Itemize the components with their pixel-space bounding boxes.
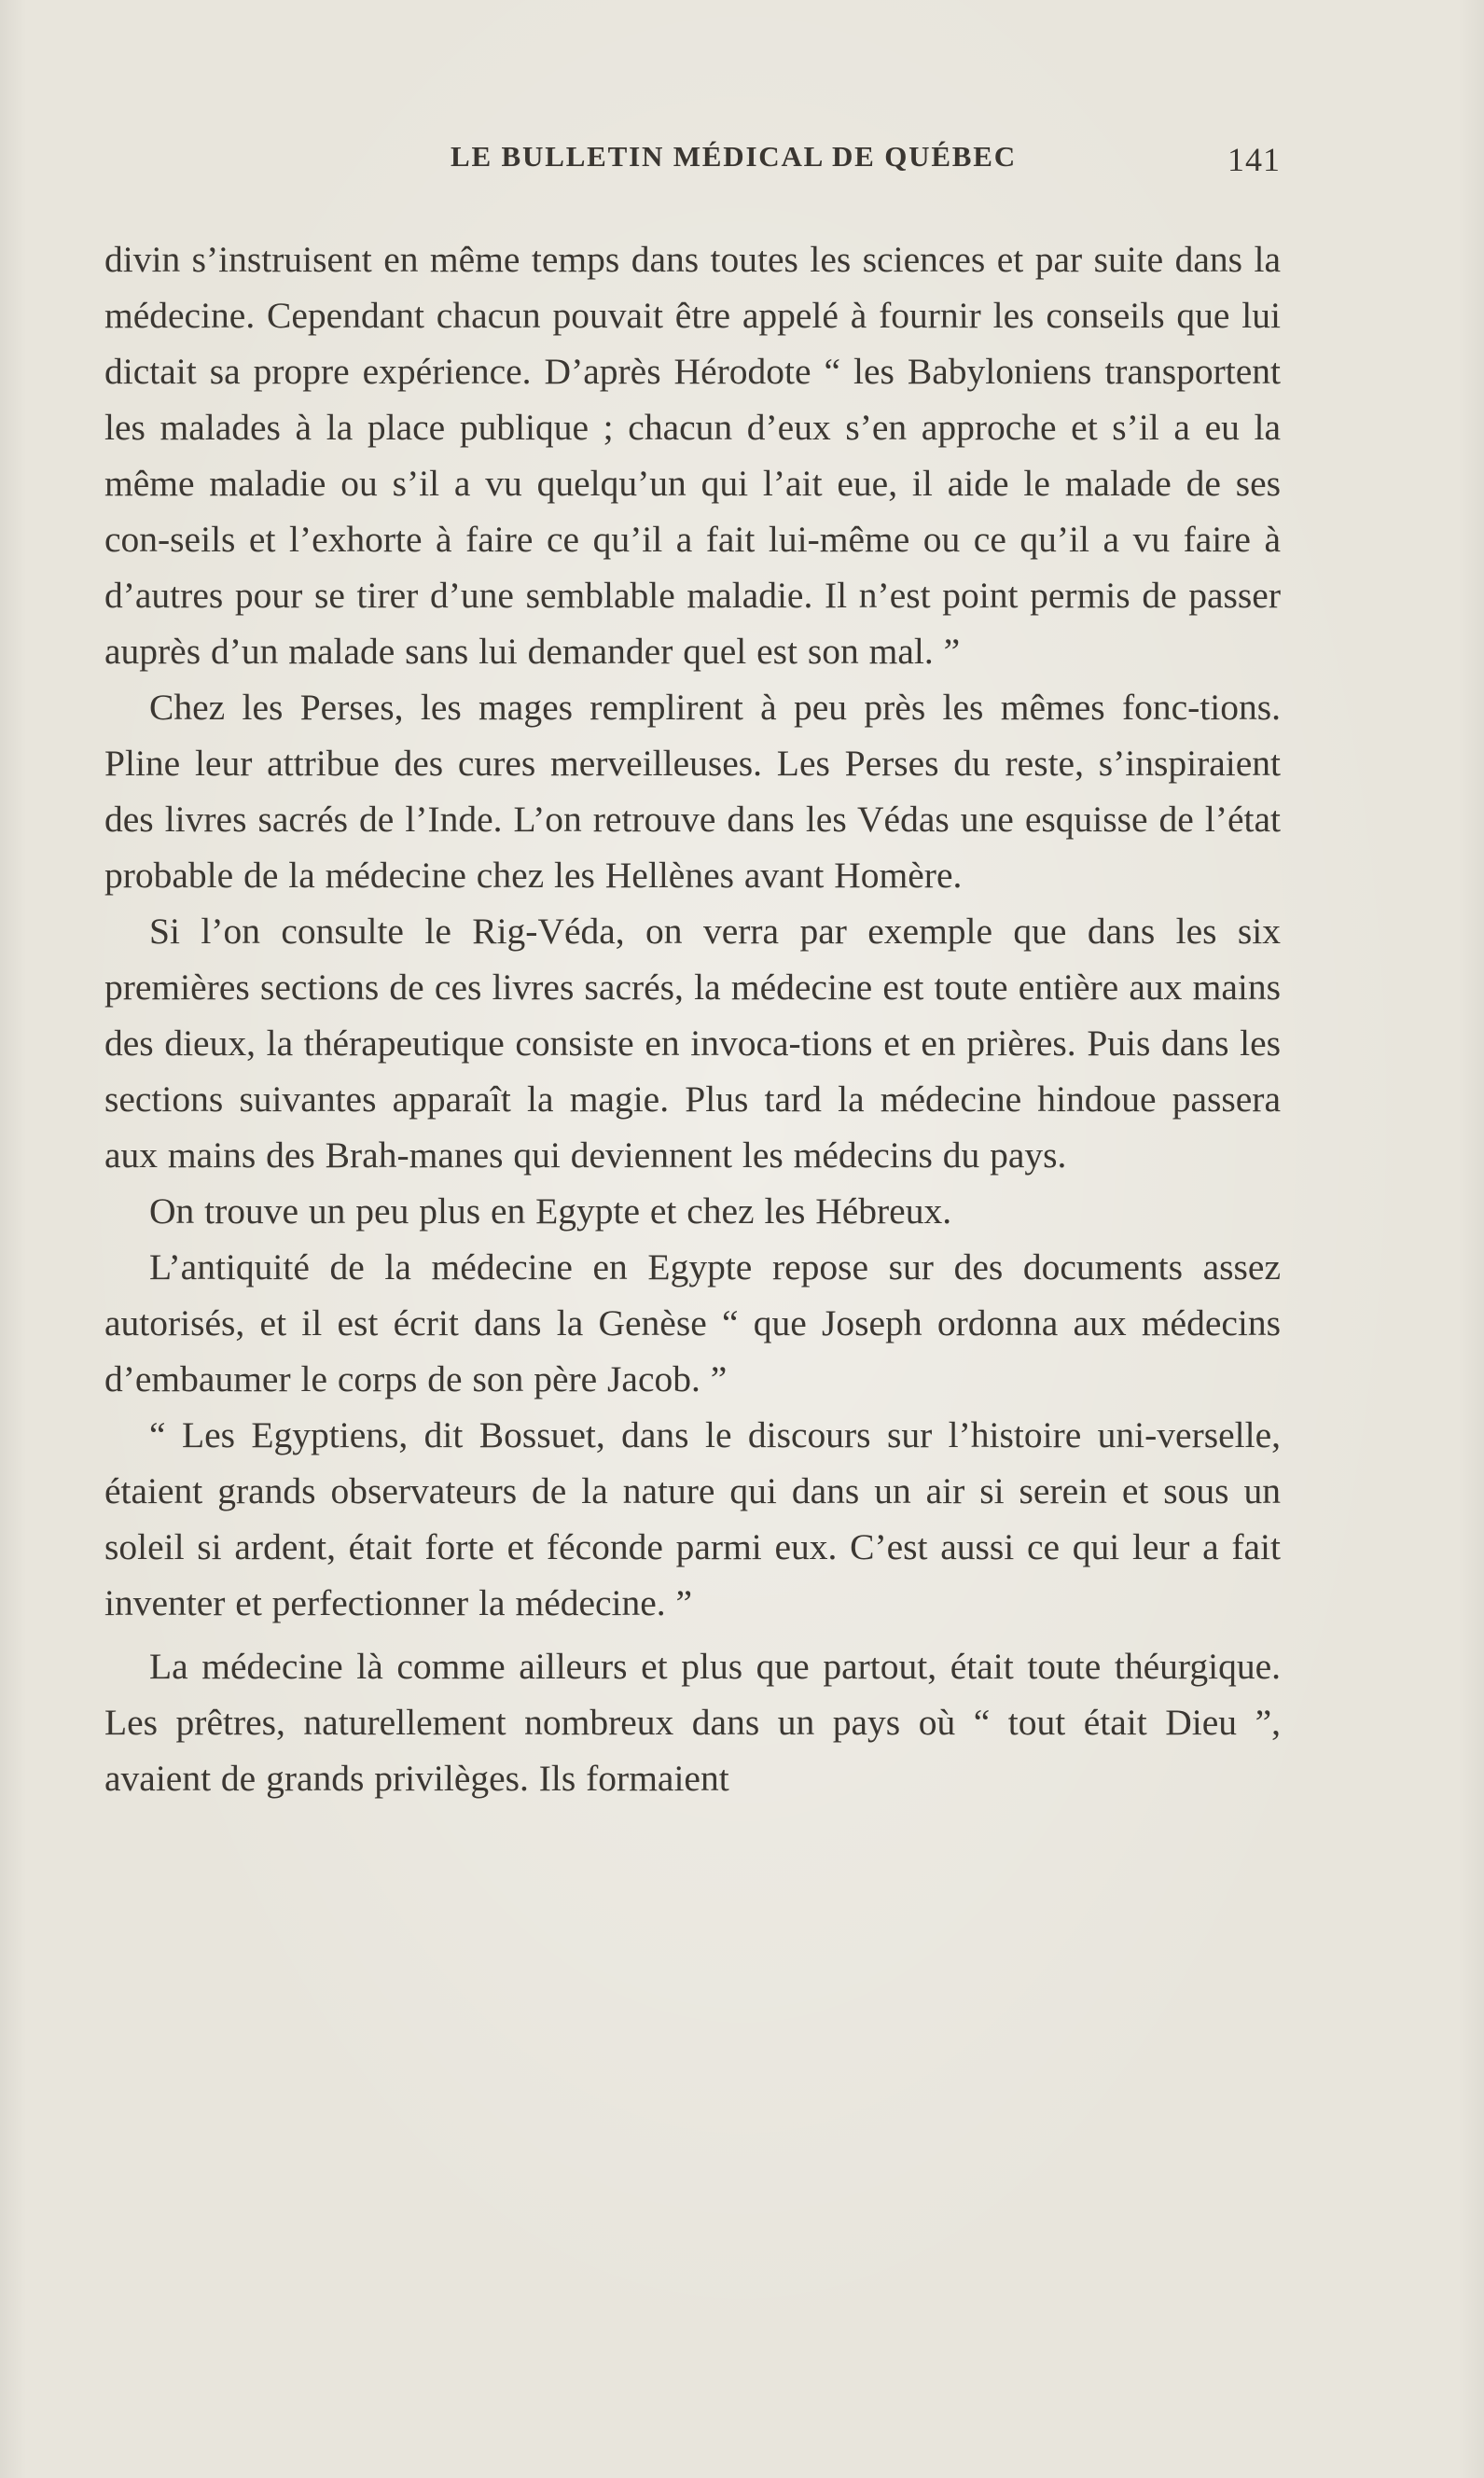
body-text (104, 231, 1281, 1806)
paragraph-6: “ Les Egyptiens, dit Bossuet, dans le discours sur l’histoire uni-verselle, étaient grands observateurs de la nature qui dans un air si serein et sous un soleil si ardent, était forte et féconde parmi eux. C’est aussi ce qui leur a fait inventer et perfectionner la médecine. ” (104, 1414, 1281, 1623)
page-number: 141 (1227, 141, 1281, 178)
paragraph-3: Si l’on consulte le Rig-Véda, on verra par exemple que dans les six premières sections de ces livres sacrés, la médecine est toute entière aux mains des dieux, la thérapeutique consiste en invoca-tions et en prières. Puis dans les sections suivantes apparaît la magie. Plus tard la médecine hindoue passera aux mains des Brah-manes qui deviennent les médecins du pays. (104, 911, 1281, 1176)
paragraph-7: La médecine là comme ailleurs et plus que partout, était toute théurgique. Les prêtres, naturellement nombreux dans un pays où “ tout était Dieu ”, avaient de grands privilèges. Ils formaient (104, 1646, 1281, 1799)
running-title: LE BULLETIN MÉDICAL DE QUÉBEC (451, 140, 1017, 173)
paragraph-4: On trouve un peu plus en Egypte et chez les Hébreux. (149, 1190, 952, 1232)
paragraph-2: Chez les Perses, les mages remplirent à peu près les mêmes fonc-tions. Pline leur attribue des cures merveilleuses. Les Perses du reste, s’inspiraient des livres sacrés de l’Inde. L’on retrouve dans les Védas une esquisse de l’état probable de la médecine chez les Hellènes avant Homère. (104, 687, 1281, 896)
running-head (104, 140, 1281, 183)
paragraph-1: divin s’instruisent en même temps dans toutes les sciences et par suite dans la médecine. Cependant chacun pouvait être appelé à fournir les conseils que lui dictait sa propre expérience. D’après Hérodote “ les Babyloniens transportent les malades à la place publique ; chacun d’eux s’en approche et s’il a eu la même maladie ou s’il a vu quelqu’un qui l’ait eue, il aide le malade de ses con-seils et l’exhorte à faire ce qu’il a fait lui-même ou ce qu’il a vu faire à d’autres pour se tirer d’une semblable maladie. Il n’est point permis de passer auprès d’un malade sans lui demander quel est son mal. ” (104, 239, 1281, 672)
paragraph-5: L’antiquité de la médecine en Egypte repose sur des documents assez autorisés, et il est écrit dans la Genèse “ que Joseph ordonna aux médecins d’embaumer le corps de son père Jacob. ” (104, 1246, 1281, 1399)
